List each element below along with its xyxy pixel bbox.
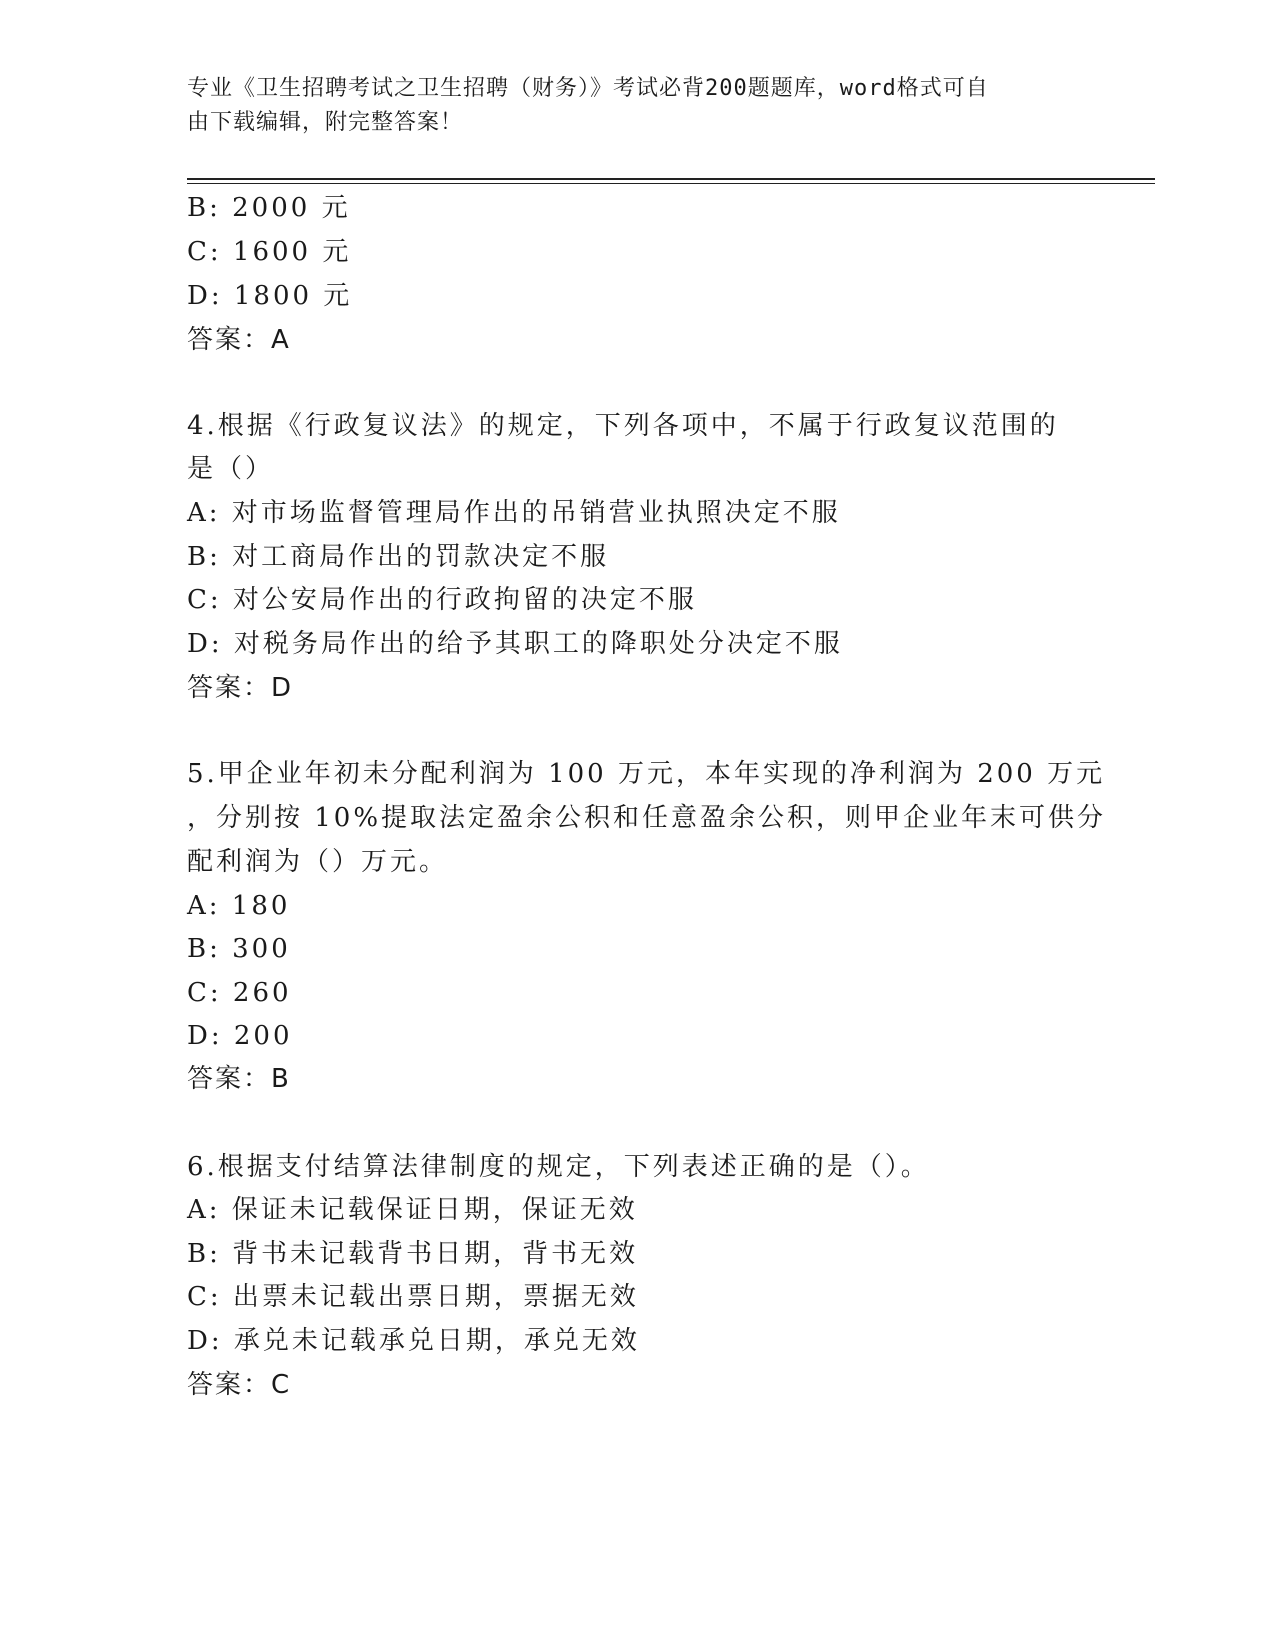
q5-option-a: A: 180 [187,891,291,921]
q6-option-d: D: 承兑未记载承兑日期，承兑无效 [187,1326,640,1356]
q5-option-d: D: 200 [187,1021,293,1051]
q3-option-d: D: 1800 元 [187,281,353,311]
header-line-2: 由下载编辑，附完整答案！ [187,110,464,135]
q5-stem-line-3: 配利润为（）万元。 [187,847,449,877]
q3-option-c: C: 1600 元 [187,237,352,267]
q4-option-a: A: 对市场监督管理局作出的吊销营业执照决定不服 [187,498,841,528]
q4-option-d: D: 对税务局作出的给予其职工的降职处分决定不服 [187,629,843,659]
q5-option-c: C: 260 [187,978,292,1008]
q4-stem-line-1: 4.根据《行政复议法》的规定，下列各项中，不属于行政复议范围的 [187,411,1059,441]
q4-answer: 答案：D [187,673,294,703]
q6-stem-line-1: 6.根据支付结算法律制度的规定，下列表述正确的是（）。 [187,1152,930,1182]
header-divider-thin [187,183,1155,184]
q4-option-b: B: 对工商局作出的罚款决定不服 [187,542,610,572]
q4-option-c: C: 对公安局作出的行政拘留的决定不服 [187,585,697,615]
document-header [187,72,1067,140]
q6-answer: 答案：C [187,1370,292,1400]
q6-option-b: B: 背书未记载背书日期，背书无效 [187,1239,639,1269]
q6-option-c: C: 出票未记载出票日期，票据无效 [187,1282,639,1312]
q4-stem-line-2: 是（） [187,454,275,484]
q5-answer: 答案：B [187,1064,291,1094]
q5-stem-line-2: ，分别按 10%提取法定盈余公积和任意盈余公积，则甲企业年末可供分 [187,803,1107,833]
q5-option-b: B: 300 [187,934,291,964]
q6-option-a: A: 保证未记载保证日期，保证无效 [187,1195,638,1225]
header-line-1: 专业《卫生招聘考试之卫生招聘（财务）》考试必背200题题库，word格式可自 [187,76,989,101]
header-divider-thick [187,178,1155,180]
q5-stem-line-1: 5.甲企业年初未分配利润为 100 万元，本年实现的净利润为 200 万元 [187,759,1106,789]
q3-answer: 答案：A [187,325,291,355]
q3-option-b: B: 2000 元 [187,193,351,223]
